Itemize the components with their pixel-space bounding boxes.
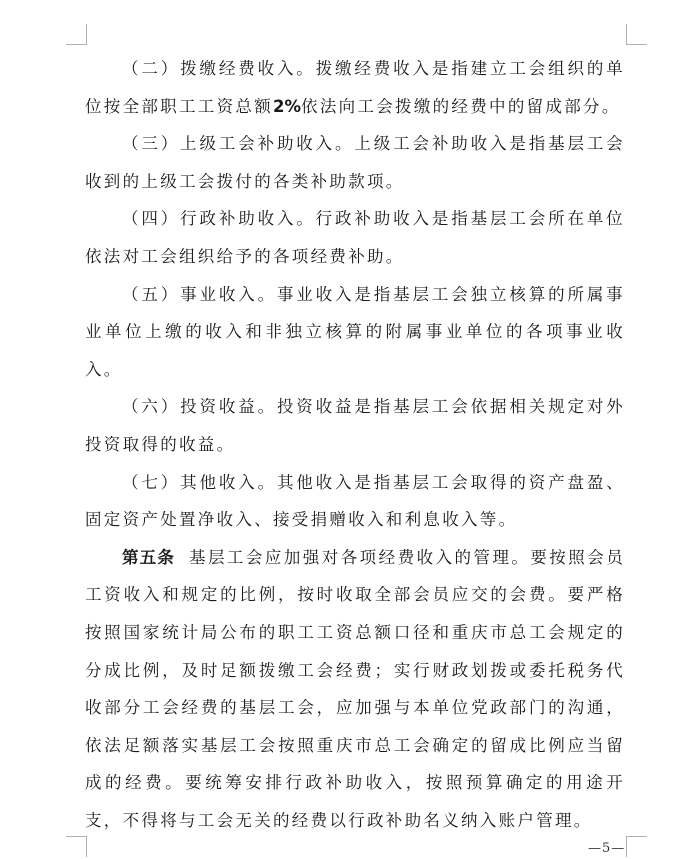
paragraph-superior-subsidy: （三）上级工会补助收入。上级工会补助收入是指基层工会收到的上级工会拨付的各类补助款项。 (85, 134, 625, 191)
paragraph-other-income: （七）其他收入。其他收入是指基层工会取得的资产盘盈、固定资产处置净收入、接受捐赠收入和利息收入等。 (85, 472, 625, 530)
paragraph-investment-income: （六）投资收益。投资收益是指基层工会依据相关规定对外投资取得的收益。 (85, 397, 625, 454)
paragraph-business-income: （五）事业收入。事业收入是指基层工会独立核算的所属事业单位上缴的收入和非独立核算的附属事业单位的各项事业收入。 (85, 284, 625, 379)
percentage-value: 2% (273, 96, 302, 116)
crop-mark-bottom-left (66, 836, 87, 857)
paragraph-heading: （二）拨缴经费收入。 (122, 59, 316, 78)
document-body (85, 50, 625, 839)
page-number: —5— (588, 841, 626, 856)
article-title: 第五条 (122, 547, 175, 567)
paragraph-text: 拨缴经费收入是指建立工会组织的单位按全部职工工资总额 (85, 59, 625, 116)
article-five (85, 539, 625, 840)
paragraph-contribution-income (85, 50, 625, 125)
paragraph-text: 依法向工会拨缴的经费中的留成部分。 (301, 96, 621, 116)
article-text: 基层工会应加强对各项经费收入的管理。要按照会员工资收入和规定的比例，按时收取全部会员应交的会费。要严格按照国家统计局公布的职工工资总额口径和重庆市总工会规定的分成比例，及时足额拨缴工会经费；实行财政划拨或委托税务代收部分工会经费的基层工会，应加强与本单位党政部门的沟通，依法足额落实基层工会按照重庆市总工会确定的留成比例应当留成的经费。要统筹安排行政补助收入，按照预算确定的用途开支，不得将与工会无关的经费以行政补助名义纳入账户管理。 (85, 547, 626, 830)
crop-mark-top-right (626, 24, 647, 45)
crop-mark-bottom-right (626, 836, 647, 857)
crop-mark-top-left (66, 24, 87, 45)
paragraph-administrative-subsidy: （四）行政补助收入。行政补助收入是指基层工会所在单位依法对工会组织给予的各项经费补助。 (85, 209, 625, 266)
